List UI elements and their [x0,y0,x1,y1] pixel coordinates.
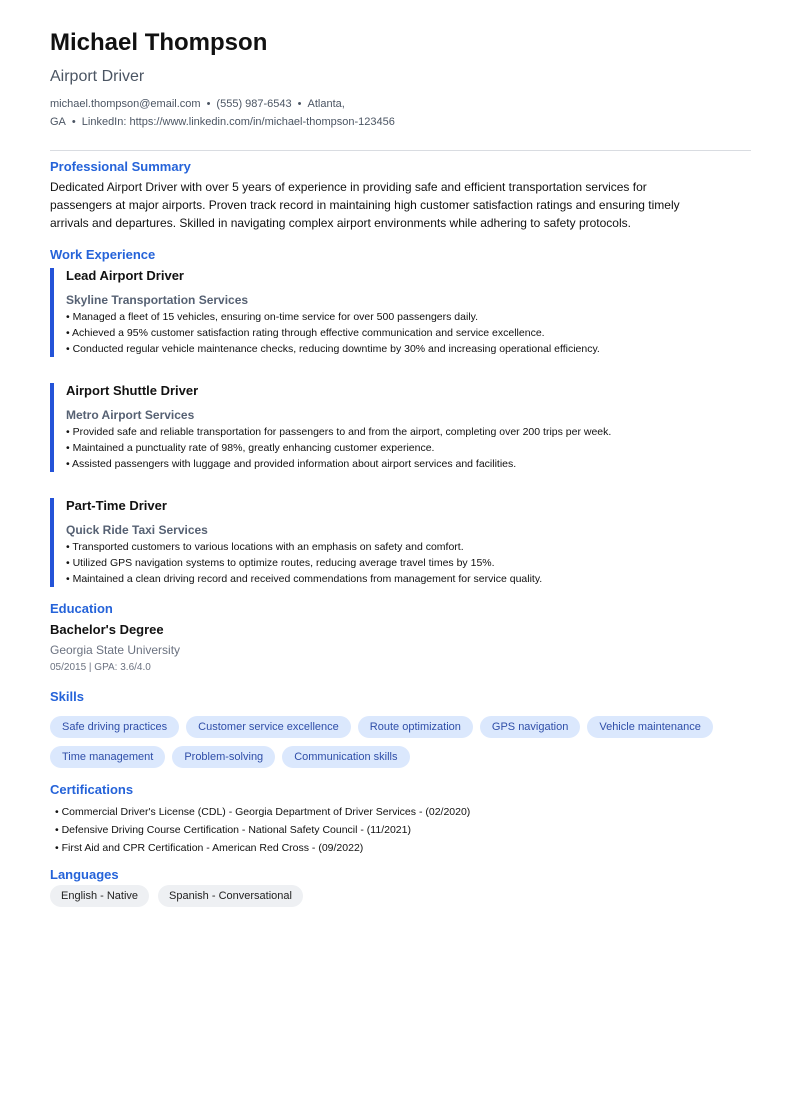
job-title: Part-Time Driver [66,498,167,513]
job-entry [50,383,751,472]
languages-section [50,867,751,907]
job-bullets [66,539,751,587]
job-company: Metro Airport Services [66,408,195,422]
skill-tag: Problem-solving [172,746,275,768]
job-bullets [66,309,751,357]
job-entry [50,268,751,357]
contact-separator: • [206,98,211,110]
language-tag: Spanish - Conversational [158,885,303,907]
job-bullet: • Maintained a clean driving record and received commendations from management for service quality. [66,571,751,587]
contact-separator: • [71,116,76,128]
job-entry [50,498,751,587]
job-title: Lead Airport Driver [66,268,184,283]
contact-email[interactable]: michael.thompson@email.com [50,98,201,110]
education-degree: Bachelor's Degree [50,622,164,637]
job-bullet: • Managed a fleet of 15 vehicles, ensuring on-time service for over 500 passengers daily. [66,309,751,325]
contact-linkedin-url[interactable]: https://www.linkedin.com/in/michael-thompson-123456 [129,116,395,128]
skill-tag: Route optimization [358,716,473,738]
skill-tag: Safe driving practices [50,716,179,738]
skill-tag: GPS navigation [480,716,580,738]
job-bullet: • Utilized GPS navigation systems to optimize routes, reducing average travel times by 15%. [66,555,751,571]
candidate-title: Airport Driver [50,68,145,85]
certification-item: • Defensive Driving Course Certification - National Safety Council - (11/2021) [55,821,751,839]
certification-item: • Commercial Driver's License (CDL) - Georgia Department of Driver Services - (02/2020) [55,803,751,821]
job-company: Skyline Transportation Services [66,293,249,307]
certifications-list [55,803,751,857]
certifications-heading: Certifications [50,782,134,797]
job-bullet: • Maintained a punctuality rate of 98%, greatly enhancing customer experience. [66,440,751,456]
job-bullet: • Provided safe and reliable transportation for passengers to and from the airport, completing over 200 trips per week. [66,424,751,440]
contact-phone: (555) 987-6543 [216,98,292,110]
contact-info [50,95,420,131]
languages-list [50,885,751,907]
summary-text: Dedicated Airport Driver with over 5 years of experience in providing safe and efficient transportation services for passengers at major airports. Proven track record in maintaining high customer satisfaction ratings and ensuring timely arrivals and departures. Skilled in navigating complex airport environments while adhering to safety protocols. [50,180,680,230]
skills-section [50,689,751,768]
job-bullet: • Assisted passengers with luggage and provided information about airport services and facilities. [66,456,751,472]
resume-header [50,28,751,131]
job-bullet: • Achieved a 95% customer satisfaction rating through effective communication and service excellence. [66,325,751,341]
education-section [50,601,751,675]
header-divider [50,150,751,151]
skill-tag: Vehicle maintenance [587,716,713,738]
languages-heading: Languages [50,867,119,882]
education-heading: Education [50,601,113,616]
contact-linkedin-label: LinkedIn: [81,116,127,128]
experience-section [50,247,751,587]
skill-tag: Communication skills [282,746,409,768]
job-company: Quick Ride Taxi Services [66,523,208,537]
certifications-section [50,782,751,857]
skill-tag: Time management [50,746,165,768]
contact-location: Atlanta, GA [50,98,345,128]
job-bullets [66,424,751,472]
skill-tag: Customer service excellence [186,716,351,738]
job-title: Airport Shuttle Driver [66,383,199,398]
summary-heading: Professional Summary [50,159,191,174]
language-tag: English - Native [50,885,149,907]
education-details: 05/2015 | GPA: 3.6/4.0 [50,662,151,673]
candidate-name: Michael Thompson [50,29,268,56]
education-school: Georgia State University [50,643,181,657]
experience-heading: Work Experience [50,247,156,262]
skills-list [50,716,740,768]
job-bullet: • Conducted regular vehicle maintenance checks, reducing downtime by 30% and increasing operational efficiency. [66,341,751,357]
skills-heading: Skills [50,689,84,704]
summary-section [50,159,751,232]
job-bullet: • Transported customers to various locations with an emphasis on safety and comfort. [66,539,751,555]
contact-separator: • [297,98,302,110]
certification-item: • First Aid and CPR Certification - American Red Cross - (09/2022) [55,839,751,857]
